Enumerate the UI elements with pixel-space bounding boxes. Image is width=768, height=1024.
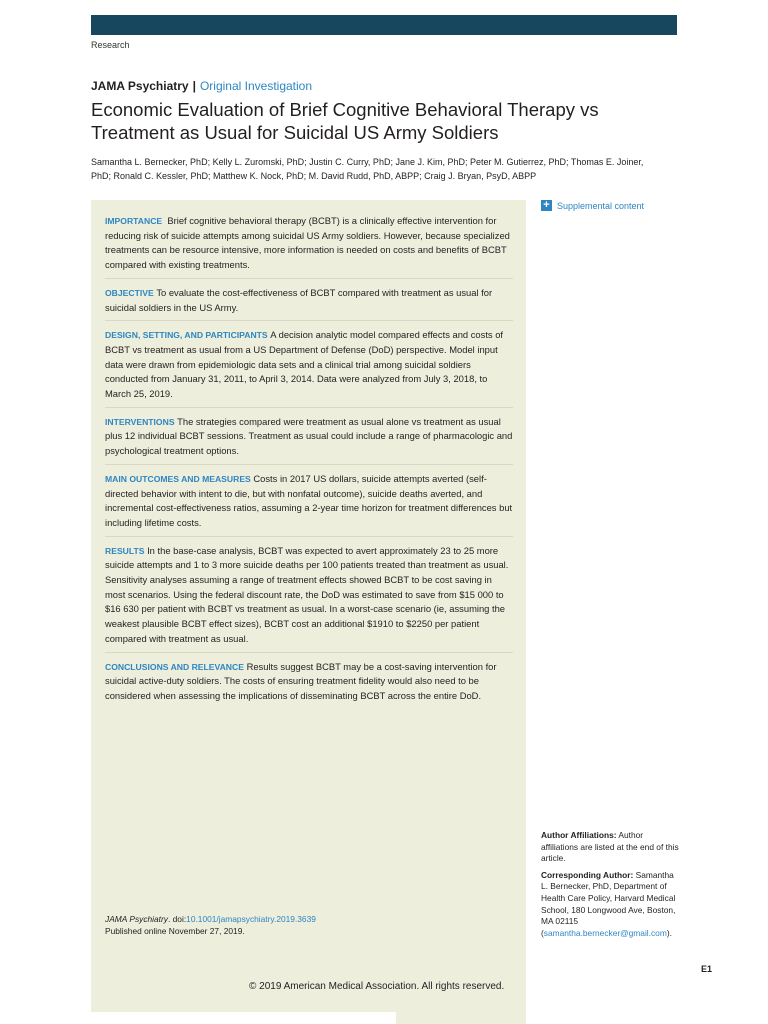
abstract-interventions — [105, 415, 513, 465]
email-open: ( — [541, 927, 544, 938]
abstract-heading: OBJECTIVE — [105, 287, 154, 298]
abstract-conclusions — [105, 660, 513, 709]
abstract-heading: INTERVENTIONS — [105, 416, 175, 427]
abstract-text: In the base-case analysis, BCBT was expected to avert approximately 23 to 25 more suicide attempts and 1 to 3 more suicide deaths per 100 patients treated than treatment as usual. Sensitivity analyses assuming a range of treatment effects showed BCBT to be cost saving in most scenarios. Using the federal discount rate, the DoD was estimated to save from $15 000 to $16 630 per patient with BCBT vs treatment as usual. In a worst-case scenario (ie, assuming the weakest plausible BCBT effect sizes), BCBT cost an additional $1910 to $2250 per patient compared with treatment as usual. — [105, 544, 509, 644]
header-bar — [91, 15, 677, 35]
abstract-text: Brief cognitive behavioral therapy (BCBT) is a clinically effective intervention for reducing risk of suicide attempts among suicidal US Army soldiers. However, because specialized treatments can be resource intensive, more information is needed on costs and benefits of BCBT compared with existing treatments. — [105, 215, 510, 271]
copyright-notice: © 2019 American Medical Association. All rights reserved. — [249, 981, 505, 992]
abstract-heading: RESULTS — [105, 545, 145, 556]
section-label: Research — [91, 40, 130, 50]
email-close: ). — [666, 927, 672, 938]
citation-journal: JAMA Psychiatry — [105, 914, 168, 924]
email-link[interactable]: samantha.bernecker@gmail.com — [543, 927, 667, 938]
abstract-outcomes — [105, 472, 513, 537]
supplemental-content-link[interactable] — [541, 200, 644, 211]
citation-doi-line — [105, 914, 316, 926]
affiliations-text: Author affiliations are listed at the end of this article. — [541, 830, 679, 864]
corresponding-author — [541, 870, 681, 940]
abstract-text: Results suggest BCBT may be a cost-saving intervention for suicidal active-duty soldiers. The costs of ensuring treatment fidelity would also need to be considered when assessing the implications of disseminating BCBT across the entire DoD. — [105, 660, 497, 701]
abstract-content — [105, 214, 513, 716]
corresponding-label: Corresponding Author: — [541, 869, 634, 880]
abstract-text: Costs in 2017 US dollars, suicide attempts averted (self-directed behavior with intent to die, but with nonfatal outcome), suicide deaths averted, and incremental cost-effectiveness ratios, assuming a 2-year time horizon for treatment differences but including lifetime costs. — [105, 472, 513, 528]
abstract-heading: MAIN OUTCOMES AND MEASURES — [105, 473, 251, 484]
abstract-text: The strategies compared were treatment as usual alone vs treatment as usual plus 12 individual BCBT sessions. Treatment as usual could include a range of pharmacologic and psychological treatment options. — [105, 415, 513, 457]
journal-line — [91, 79, 312, 93]
page-number: E1 — [701, 964, 713, 974]
doi-link[interactable]: 10.1001/jamapsychiatry.2019.3639 — [186, 914, 316, 924]
abstract-heading: DESIGN, SETTING, AND PARTICIPANTS — [105, 330, 268, 341]
publication-date: Published online November 27, 2019. — [105, 925, 245, 936]
plus-icon: + — [541, 200, 552, 211]
citation-doi-prefix: . doi: — [167, 914, 187, 924]
abstract-objective — [105, 286, 513, 321]
article-type: Original Investigation — [199, 79, 313, 93]
author-notes — [541, 830, 681, 944]
journal-separator: | — [192, 79, 196, 93]
author-affiliations — [541, 830, 681, 865]
affiliations-label: Author Affiliations: — [541, 830, 617, 840]
abstract-bottom-gap — [91, 1012, 396, 1024]
abstract-heading: CONCLUSIONS AND RELEVANCE — [105, 661, 244, 672]
abstract-importance — [105, 214, 513, 279]
abstract-text: To evaluate the cost-effectiveness of BCBT compared with treatment as usual for suicidal soldiers in the US Army. — [105, 286, 493, 313]
supplemental-label: Supplemental content — [557, 200, 645, 211]
abstract-panel — [91, 200, 526, 1024]
journal-name: JAMA Psychiatry — [91, 79, 189, 93]
abstract-text: A decision analytic model compared effects and costs of BCBT vs treatment as usual from a US Department of Defense (DoD) perspective. Model input data were drawn from epidemiologic data sets and a clinical trial among suicidal soldiers conducted from January 31, 2011, to April 3, 2014. Data were analyzed from July 3, 2018, to March 25, 2019. — [105, 329, 504, 400]
citation — [105, 914, 316, 937]
corresponding-text: Samantha L. Bernecker, PhD, Department of Health Care Policy, Harvard Medical School, 180 Longwood Ave, Boston, MA 02115 — [541, 869, 676, 927]
article-title: Economic Evaluation of Brief Cognitive Behavioral Therapy vs Treatment as Usual for Suicidal US Army Soldiers — [91, 99, 599, 143]
abstract-heading: IMPORTANCE — [105, 216, 163, 226]
abstract-design — [105, 328, 513, 408]
author-list: Samantha L. Bernecker, PhD; Kelly L. Zuromski, PhD; Justin C. Curry, PhD; Jane J. Kim, PhD; Peter M. Gutierrez, PhD; Thomas E. Joiner, PhD; Ronald C. Kessler, PhD; Matthew K. Nock, PhD; M. David Rudd, PhD, ABPP; Craig J. Bryan, PsyD, ABPP — [91, 157, 644, 181]
abstract-results — [105, 544, 513, 653]
